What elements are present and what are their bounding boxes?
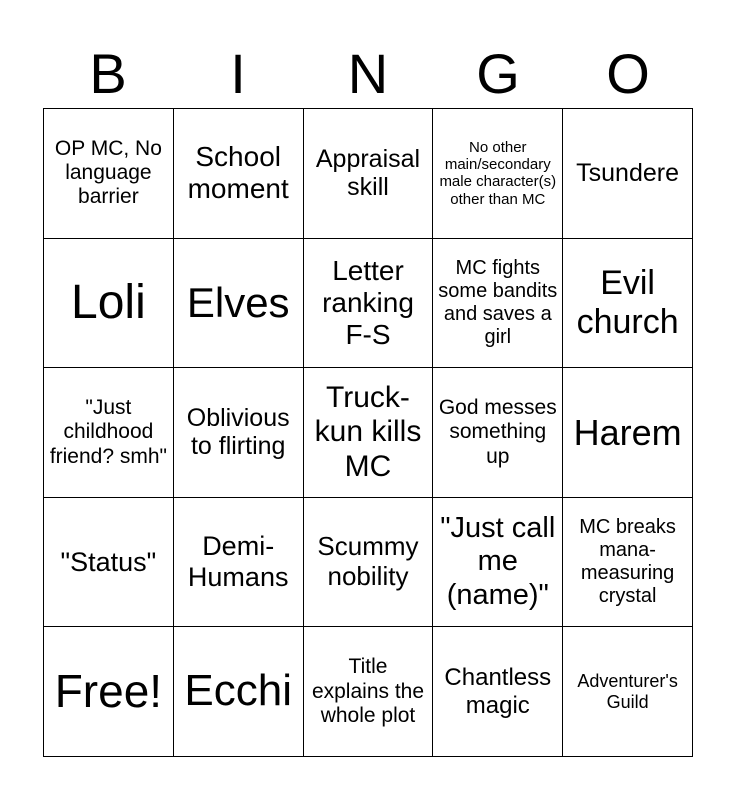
bingo-cell[interactable]: "Just childhood friend? smh" [44, 368, 174, 498]
bingo-cell[interactable]: Tsundere [563, 109, 693, 239]
header-letter-g: G [476, 42, 520, 105]
header-letter-n: N [347, 42, 389, 105]
header-letter-b: B [89, 42, 127, 105]
bingo-grid [43, 108, 693, 757]
header-letter-o: O [606, 42, 650, 105]
bingo-cell[interactable]: Adventurer's Guild [563, 627, 693, 757]
bingo-cell[interactable]: Demi-Humans [174, 498, 304, 628]
bingo-cell[interactable]: School moment [174, 109, 304, 239]
bingo-cell[interactable]: Scummy nobility [304, 498, 434, 628]
header-letter-i: I [230, 42, 246, 105]
bingo-cell[interactable]: Loli [44, 239, 174, 369]
bingo-cell[interactable]: Letter ranking F-S [304, 239, 434, 369]
bingo-cell[interactable]: MC fights some bandits and saves a girl [433, 239, 563, 369]
bingo-cell[interactable]: MC breaks mana-measuring crystal [563, 498, 693, 628]
bingo-cell[interactable]: Harem [563, 368, 693, 498]
bingo-cell[interactable]: Truck-kun kills MC [304, 368, 434, 498]
bingo-header [43, 40, 693, 108]
bingo-cell[interactable]: Ecchi [174, 627, 304, 757]
bingo-cell[interactable]: Chantless magic [433, 627, 563, 757]
bingo-cell[interactable]: Free! [44, 627, 174, 757]
bingo-cell[interactable]: "Just call me (name)" [433, 498, 563, 628]
bingo-cell[interactable]: "Status" [44, 498, 174, 628]
bingo-cell[interactable]: Appraisal skill [304, 109, 434, 239]
bingo-cell[interactable]: OP MC, No language barrier [44, 109, 174, 239]
bingo-cell[interactable]: Elves [174, 239, 304, 369]
bingo-cell[interactable]: No other main/secondary male character(s) other than MC [433, 109, 563, 239]
bingo-cell[interactable]: Evil church [563, 239, 693, 369]
bingo-cell[interactable]: Oblivious to flirting [174, 368, 304, 498]
bingo-cell[interactable]: God messes something up [433, 368, 563, 498]
bingo-cell[interactable]: Title explains the whole plot [304, 627, 434, 757]
